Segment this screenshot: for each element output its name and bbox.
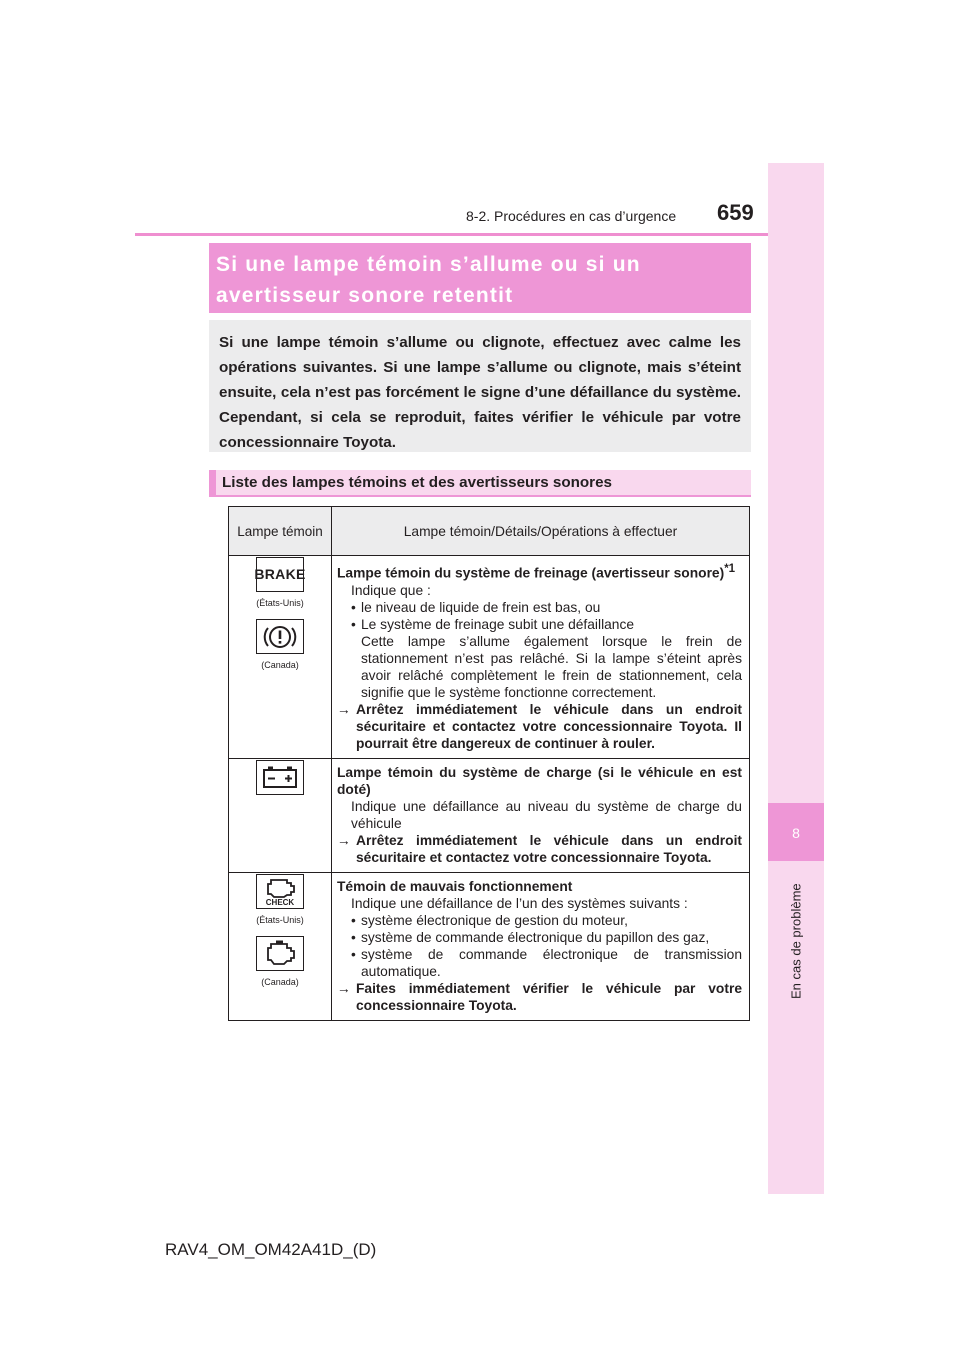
chapter-number: 8 — [792, 825, 800, 841]
lamp-title: Témoin de mauvais fonctionnement — [337, 878, 573, 894]
list-item: • le niveau de liquide de frein est bas, ou — [337, 599, 742, 616]
table-row — [229, 872, 750, 1020]
document-code: RAV4_OM_OM42A41D_(D) — [165, 1240, 377, 1259]
battery-icon — [256, 760, 304, 795]
list-item: • Le système de freinage subit une défaillance — [337, 616, 742, 633]
list-item: • système de commande électronique du papillon des gaz, — [337, 929, 742, 946]
header-divider — [135, 233, 823, 236]
lamp-action: → Arrêtez immédiatement le véhicule dans un endroit sécuritaire et contactez votre concessionnaire Toyota. — [337, 832, 742, 866]
warning-lamp-table — [228, 506, 750, 1021]
region-label: (États-Unis) — [256, 914, 304, 925]
page-title: Si une lampe témoin s’allume ou si un avertisseur sonore retentit — [216, 253, 641, 307]
engine-icon — [256, 936, 304, 971]
table-row — [229, 758, 750, 872]
intro-paragraph: Si une lampe témoin s’allume ou clignote, effectuez avec calme les opérations suivantes. Si une lampe s’allume ou clignote, mais s’éteint ensuite, cela n’est pas forcément le signe d’une défaillance du système. Cependant, si cela se reproduit, faites vérifier le véhicule par votre concessionnaire Toyota. — [219, 334, 741, 451]
lamp-note: Cette lampe s’allume également lorsque le frein de stationnement n’est pas relâché. Si la lampe s’éteint après avoir relâché complètement le frein de stationnement, cela signifie que le système fonctionne correctement. — [361, 633, 742, 700]
chapter-label: En cas de problème — [788, 883, 804, 999]
column-header-details: Lampe témoin/Détails/Opérations à effectuer — [332, 507, 750, 556]
lamp-details-cell — [332, 872, 750, 1020]
table-header-row — [229, 507, 750, 556]
lamp-title: Lampe témoin du système de charge (si le véhicule en est doté) — [337, 764, 742, 797]
brake-warning-icon: BRAKE — [256, 557, 304, 592]
subheading-accent-bar — [209, 470, 216, 496]
circle-exclamation-icon — [256, 619, 304, 654]
svg-text:CHECK: CHECK — [265, 898, 295, 907]
region-label: (Canada) — [261, 976, 299, 987]
lamp-details-cell — [332, 556, 750, 759]
engine-check-icon — [256, 874, 304, 909]
table-row — [229, 556, 750, 759]
subheading: Liste des lampes témoins et des avertisseurs sonores — [222, 474, 612, 491]
page-number: 659 — [717, 200, 754, 225]
lamp-icon-cell — [229, 872, 332, 1020]
lamp-detail: Indique une défaillance au niveau du système de charge du véhicule — [351, 798, 742, 831]
lamp-details-cell — [332, 758, 750, 872]
lamp-action: → Faites immédiatement vérifier le véhicule par votre concessionnaire Toyota. — [337, 980, 742, 1014]
section-title: 8-2. Procédures en cas d’urgence — [466, 208, 677, 224]
side-tab-strip — [768, 163, 824, 803]
list-item: • système électronique de gestion du moteur, — [337, 912, 742, 929]
region-label: (Canada) — [261, 660, 299, 670]
lamp-icon-cell — [229, 758, 332, 872]
chapter-tab — [768, 803, 824, 861]
lamp-intro: Indique une défaillance de l’un des systèmes suivants : — [351, 895, 688, 911]
lamp-action: → Arrêtez immédiatement le véhicule dans un endroit sécuritaire et contactez votre concessionnaire Toyota. Il pourrait être dangereux de continuer à rouler. — [337, 701, 742, 752]
lamp-icon-cell — [229, 556, 332, 759]
lamp-title: Lampe témoin du système de freinage (avertisseur sonore)$^{*1}$ — [337, 563, 736, 581]
column-header-lamp: Lampe témoin — [229, 507, 332, 556]
lamp-intro: Indique que : — [351, 582, 431, 598]
subheading-underline — [209, 495, 751, 497]
footnote-mark: *1 — [724, 563, 736, 575]
region-label: (États-Unis) — [256, 598, 304, 608]
list-item: • système de commande électronique de transmission automatique. — [337, 946, 742, 980]
